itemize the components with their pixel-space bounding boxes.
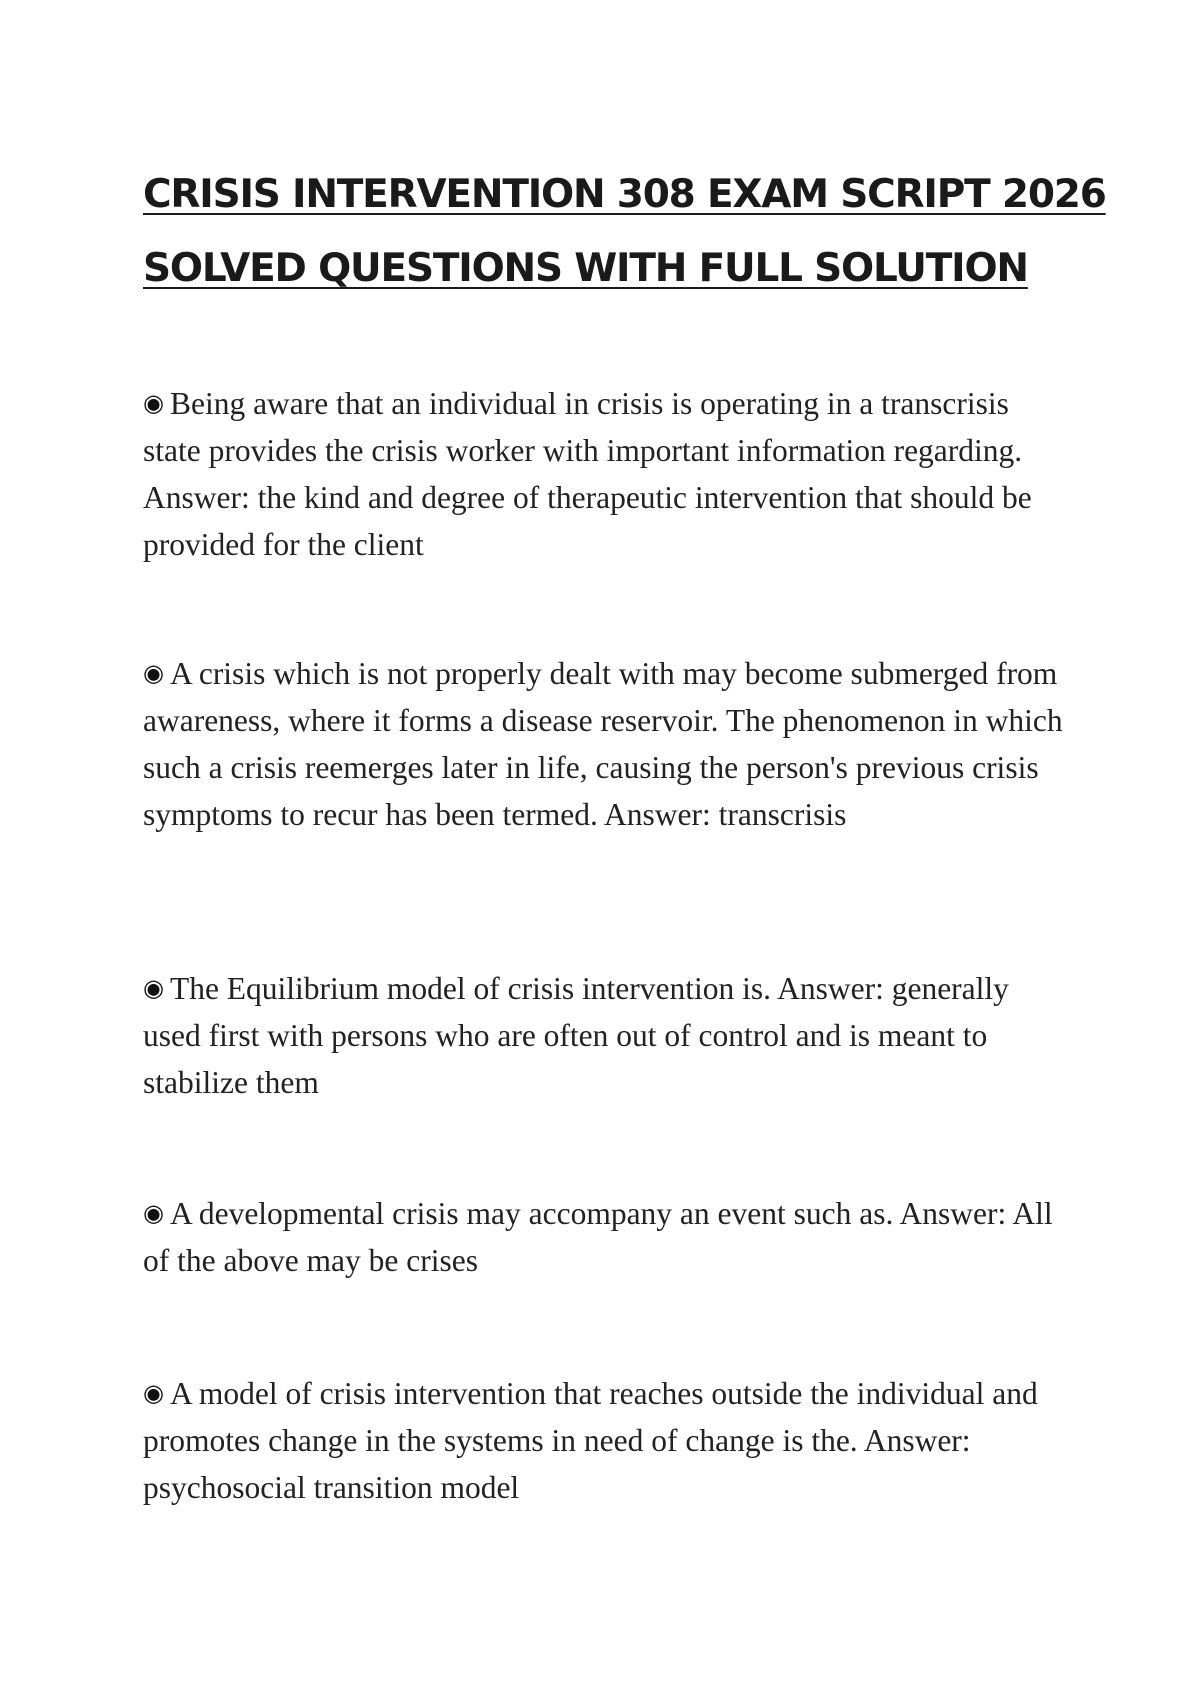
question-item-1 <box>143 380 1073 568</box>
question-text-5: A model of crisis intervention that reaches outside the individual and promotes change in the systems in need of change is the. Answer: psychosocial transition model <box>143 1376 1038 1505</box>
question-text-2: A crisis which is not properly dealt with may become submerged from awareness, where it forms a disease reservoir. The phenomenon in which such a crisis reemerges later in life, causing the person's previous crisis symptoms to recur has been termed. Answer: transcrisis <box>143 656 1063 832</box>
radio-bullet-icon: ◉ <box>143 1199 164 1227</box>
question-text-1: Being aware that an individual in crisis is operating in a transcrisis state provides the crisis worker with important information regarding. Answer: the kind and degree of therapeutic intervention that should be provided for the client <box>143 386 1032 562</box>
radio-bullet-icon: ◉ <box>143 659 164 687</box>
radio-bullet-icon: ◉ <box>143 389 164 417</box>
document-title <box>143 158 1106 306</box>
question-item-5 <box>143 1370 1073 1511</box>
question-text-3: The Equilibrium model of crisis intervention is. Answer: generally used first with persons who are often out of control and is meant to stabilize them <box>143 971 1009 1100</box>
title-line-1: CRISIS INTERVENTION 308 EXAM SCRIPT 2026 <box>143 172 1106 217</box>
question-text-4: A developmental crisis may accompany an event such as. Answer: All of the above may be crises <box>143 1196 1053 1278</box>
question-item-4 <box>143 1190 1073 1284</box>
question-item-2 <box>143 650 1073 838</box>
radio-bullet-icon: ◉ <box>143 974 164 1002</box>
question-item-3 <box>143 965 1073 1106</box>
title-line-2: SOLVED QUESTIONS WITH FULL SOLUTION <box>143 246 1028 291</box>
radio-bullet-icon: ◉ <box>143 1379 164 1407</box>
